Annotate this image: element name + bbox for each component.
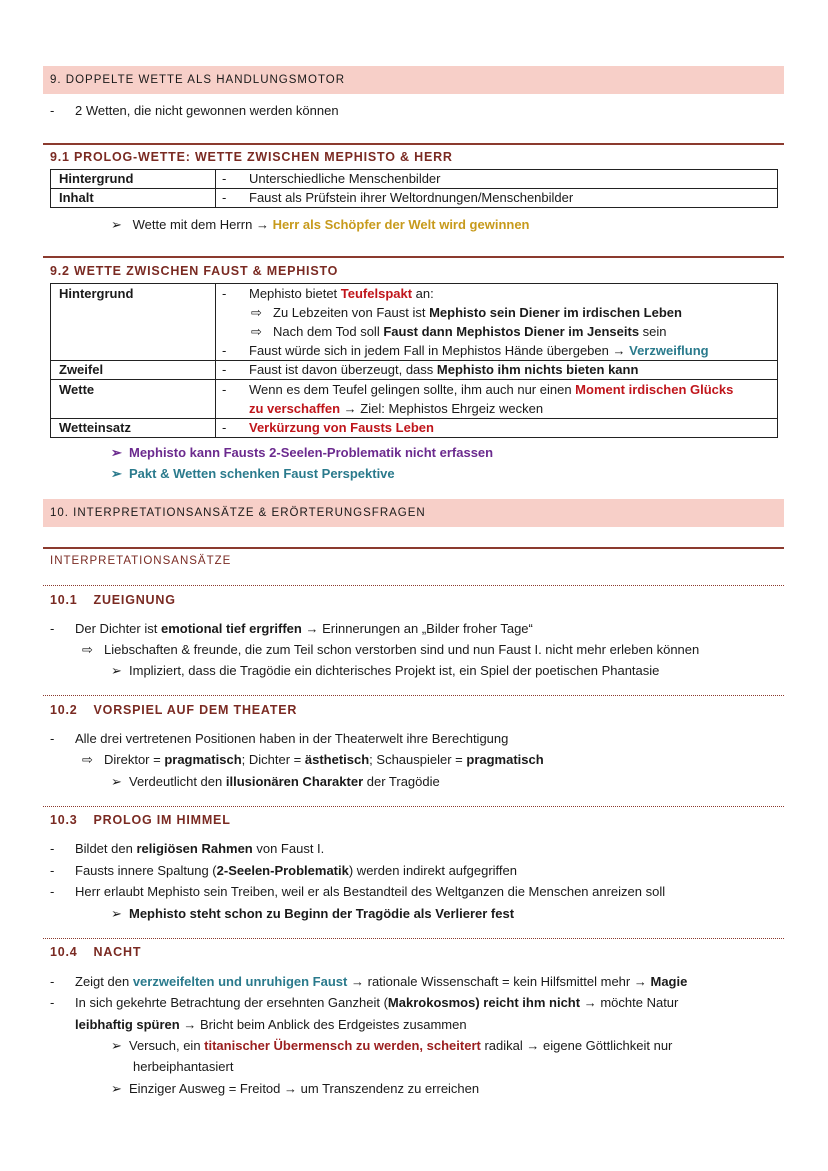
- dash-marker: -: [50, 731, 55, 746]
- s101-heading: 10.1 ZUEIGNUNG: [50, 593, 176, 607]
- table-cell: - Wenn es dem Teufel gelingen sollte, ihm auch nur einen Moment irdischen Glücks zu verschaffen → Ziel: Mephistos Ehrgeiz wecken: [216, 380, 778, 419]
- s104-line-6: ➢ Einziger Ausweg = Freitod → um Transzendenz zu erreichen: [111, 1081, 480, 1096]
- dotted-divider: [43, 806, 784, 807]
- sec9-bullet: 2 Wetten, die nicht gewonnen werden können: [75, 103, 339, 118]
- dotted-divider: [43, 585, 784, 586]
- divider-rule: [43, 547, 784, 549]
- right-arrow-icon: →: [583, 995, 597, 1010]
- s101-line-2: ⇨ Liebschaften & freunde, die zum Teil schon verstorben sind und nun Faust I. nicht mehr erleben können: [82, 642, 700, 657]
- dash-marker: -: [50, 995, 55, 1010]
- table-label: Zweifel: [51, 361, 216, 380]
- table-label: Wetteinsatz: [51, 419, 216, 438]
- dash-marker: -: [50, 863, 55, 878]
- right-arrow-icon: →: [255, 217, 269, 232]
- triangle-arrow-icon: ➢: [111, 1038, 122, 1053]
- right-arrow-icon: →: [612, 343, 626, 358]
- table-cell: - Faust ist davon überzeugt, dass Mephisto ihm nichts bieten kann: [216, 361, 778, 380]
- hollow-arrow-icon: ⇨: [82, 642, 93, 657]
- right-arrow-icon: →: [633, 974, 647, 989]
- triangle-arrow-icon: ➢: [111, 1081, 122, 1096]
- right-arrow-icon: →: [305, 621, 319, 636]
- section-9-header: 9. DOPPELTE WETTE ALS HANDLUNGSMOTOR: [43, 66, 784, 94]
- sec91-title: 9.1 PROLOG-WETTE: WETTE ZWISCHEN MEPHISTO & HERR: [50, 150, 453, 164]
- s104-line-4: ➢ Versuch, ein titanischer Übermensch zu werden, scheitert radikal → eigene Göttlichkeit nur: [111, 1038, 673, 1053]
- table-cell: - Verkürzung von Fausts Leben: [216, 419, 778, 438]
- s103-line-1: Bildet den religiösen Rahmen von Faust I.: [75, 841, 325, 856]
- s103-line-3: Herr erlaubt Mephisto sein Treiben, weil er als Bestandteil des Weltganzen die Menschen anreizen soll: [75, 884, 666, 899]
- right-arrow-icon: →: [183, 1017, 197, 1032]
- triangle-arrow-icon: ➢: [111, 466, 122, 481]
- dash-marker: -: [50, 621, 55, 636]
- faust-mephisto-table: [50, 283, 778, 438]
- right-arrow-icon: →: [284, 1081, 298, 1096]
- table-cell: - Faust als Prüfstein ihrer Weltordnungen/Menschenbilder: [216, 189, 778, 208]
- hollow-arrow-icon: ⇨: [251, 305, 262, 320]
- dash-marker: -: [50, 884, 55, 899]
- triangle-arrow-icon: ➢: [111, 774, 122, 789]
- triangle-arrow-icon: ➢: [111, 906, 122, 921]
- right-arrow-icon: →: [526, 1038, 540, 1053]
- table-label: Hintergrund: [51, 284, 216, 361]
- s101-line-1: Der Dichter ist emotional tief ergriffen → Erinnerungen an „Bilder froher Tage“: [75, 621, 533, 636]
- table-label: Wette: [51, 380, 216, 419]
- dotted-divider: [43, 938, 784, 939]
- right-arrow-icon: →: [350, 974, 364, 989]
- table-cell: - Unterschiedliche Menschenbilder: [216, 170, 778, 189]
- s104-line-1: Zeigt den verzweifelten und unruhigen Faust → rationale Wissenschaft = kein Hilfsmittel mehr → Magie: [75, 974, 688, 989]
- s104-heading: 10.4 NACHT: [50, 945, 142, 959]
- s102-line-1: Alle drei vertretenen Positionen haben in der Theaterwelt ihre Berechtigung: [75, 731, 509, 746]
- section-10-header: 10. INTERPRETATIONSANSÄTZE & ERÖRTERUNGSFRAGEN: [43, 499, 784, 527]
- s102-line-3: ➢ Verdeutlicht den illusionären Charakter der Tragödie: [111, 774, 440, 789]
- hollow-arrow-icon: ⇨: [251, 324, 262, 339]
- triangle-arrow-icon: ➢: [111, 217, 122, 232]
- dash-marker: -: [50, 974, 55, 989]
- s104-line-3: leibhaftig spüren → Bricht beim Anblick des Erdgeistes zusammen: [75, 1017, 467, 1032]
- triangle-arrow-icon: ➢: [111, 663, 122, 678]
- interpretation-subheader: INTERPRETATIONSANSÄTZE: [50, 555, 232, 567]
- s102-heading: 10.2 VORSPIEL AUF DEM THEATER: [50, 703, 298, 717]
- prolog-wette-table: [50, 169, 778, 208]
- right-arrow-icon: →: [343, 401, 357, 416]
- s102-line-2: ⇨ Direktor = pragmatisch; Dichter = ästhetisch; Schauspieler = pragmatisch: [82, 752, 544, 767]
- dash-marker: -: [50, 103, 55, 118]
- hollow-arrow-icon: ⇨: [82, 752, 93, 767]
- sec91-conclusion: ➢ Wette mit dem Herrn → Herr als Schöpfer der Welt wird gewinnen: [111, 217, 530, 232]
- s103-line-4: ➢ Mephisto steht schon zu Beginn der Tragödie als Verlierer fest: [111, 906, 515, 921]
- s104-line-2: In sich gekehrte Betrachtung der ersehnten Ganzheit (Makrokosmos) reicht ihm nicht → möchte Natur: [75, 995, 679, 1010]
- table-cell: - Mephisto bietet Teufelspakt an: ⇨ Zu Lebzeiten von Faust ist Mephisto sein Diener im irdischen Leben ⇨ Nach dem Tod soll Faust dann Mephistos Diener im Jenseits sein - Faust würde sich in jedem Fall in Mephistos Hände übergeben → Verzweiflung: [216, 284, 778, 361]
- dotted-divider: [43, 695, 784, 696]
- s104-line-5: herbeiphantasiert: [133, 1059, 234, 1074]
- sec92-conclusion-1: ➢ Mephisto kann Fausts 2-Seelen-Problematik nicht erfassen: [111, 445, 494, 460]
- table-label: Hintergrund: [51, 170, 216, 189]
- dash-marker: -: [50, 841, 55, 856]
- triangle-arrow-icon: ➢: [111, 445, 122, 460]
- sec92-title: 9.2 WETTE ZWISCHEN FAUST & MEPHISTO: [50, 264, 339, 278]
- s103-line-2: Fausts innere Spaltung (2-Seelen-Problematik) werden indirekt aufgegriffen: [75, 863, 517, 878]
- divider-rule: [43, 256, 784, 258]
- divider-rule: [43, 143, 784, 145]
- s101-line-3: ➢ Impliziert, dass die Tragödie ein dichterisches Projekt ist, ein Spiel der poetischen Phantasie: [111, 663, 660, 678]
- sec92-conclusion-2: ➢ Pakt & Wetten schenken Faust Perspektive: [111, 466, 395, 481]
- s103-heading: 10.3 PROLOG IM HIMMEL: [50, 813, 231, 827]
- table-label: Inhalt: [51, 189, 216, 208]
